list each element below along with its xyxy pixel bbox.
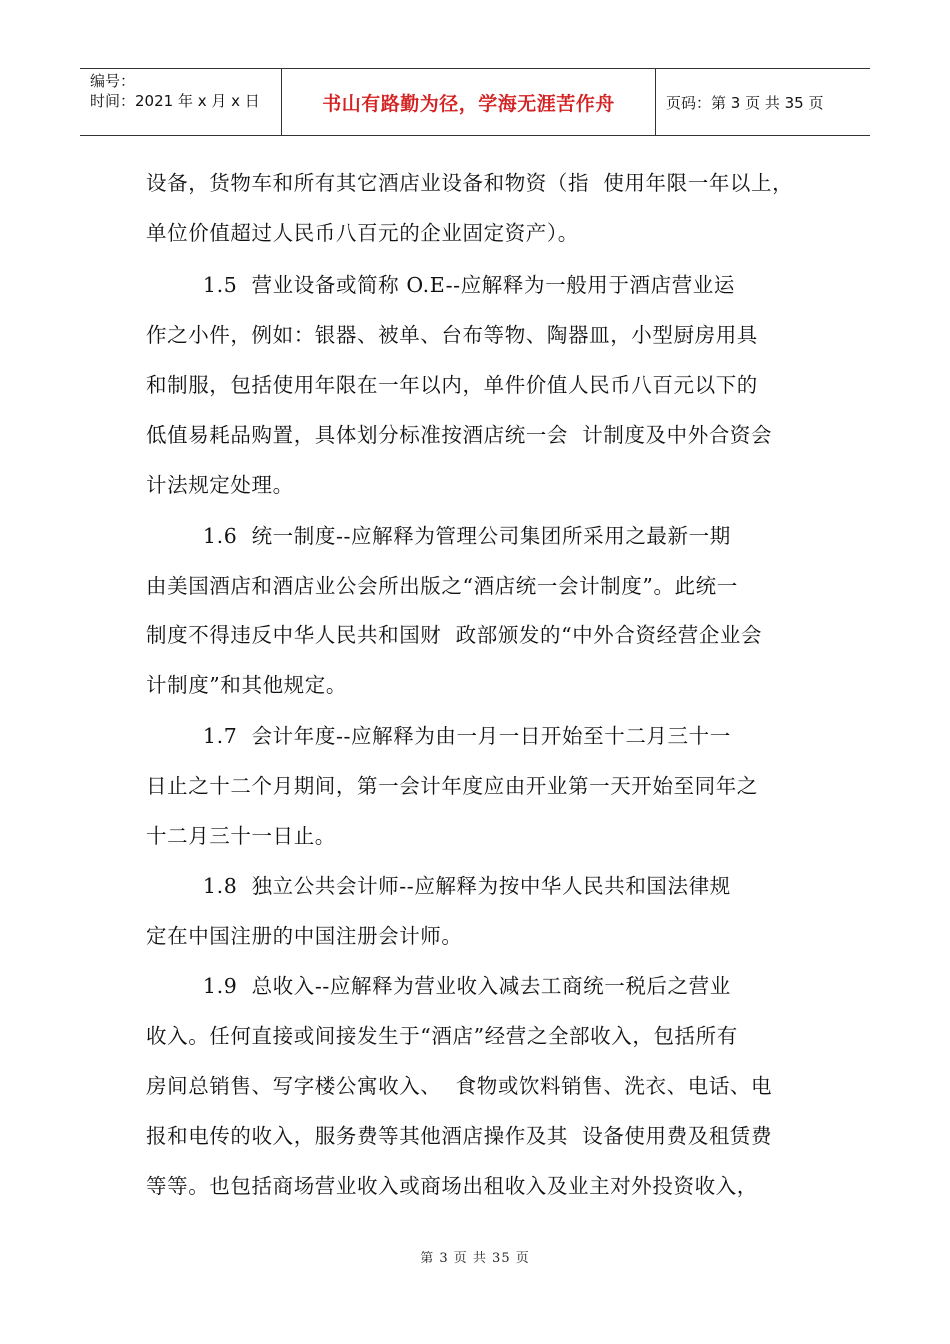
body-line: 单位价值超过人民币八百元的企业固定资产）。 xyxy=(146,221,579,245)
page-header xyxy=(80,68,870,136)
body-line: 日止之十二个月期间，第一会计年度应由开业第一天开始至同年之 xyxy=(146,774,758,798)
body-line: 1.5 营业设备或简称 O.E--应解释为一般用于酒店营业运 xyxy=(146,273,736,297)
body-line: 收入。任何直接或间接发生于“酒店”经营之全部收入，包括所有 xyxy=(146,1024,738,1048)
body-line: 计法规定处理。 xyxy=(146,473,294,497)
body-line: 1.8 独立公共会计师--应解释为按中华人民共和国法律规 xyxy=(146,874,731,898)
body-line: 1.7 会计年度--应解释为由一月一日开始至十二月三十一 xyxy=(146,724,731,748)
body-line: 十二月三十一日止。 xyxy=(146,824,336,848)
date-label: 时间：2021 年 x 月 x 日 xyxy=(90,92,260,110)
body-line: 计制度”和其他规定。 xyxy=(146,673,347,697)
body-line: 由美国酒店和酒店业公会所出版之“酒店统一会计制度”。此统一 xyxy=(146,574,738,598)
body-line: 设备，货物车和所有其它酒店业设备和物资（指 使用年限一年以上， xyxy=(146,171,794,195)
body-line: 房间总销售、写字楼公寓收入、 食物或饮料销售、洗衣、电话、电 xyxy=(146,1074,773,1098)
body-line: 1.6 统一制度--应解释为管理公司集团所采用之最新一期 xyxy=(146,524,731,548)
header-divider xyxy=(655,69,656,135)
body-line: 作之小件，例如：银器、被单、台布等物、陶器皿，小型厨房用具 xyxy=(146,323,758,347)
body-line: 制度不得违反中华人民共和国财 政部颁发的“中外合资经营企业会 xyxy=(146,623,763,647)
header-page-info: 页码：第 3 页 共 35 页 xyxy=(666,93,824,112)
number-label: 编号： xyxy=(90,72,136,90)
body-line: 和制服，包括使用年限在一年以内，单件价值人民币八百元以下的 xyxy=(146,373,758,397)
body-line: 低值易耗品购置，具体划分标准按酒店统一会 计制度及中外合资会 xyxy=(146,423,773,447)
body-line: 定在中国注册的中国注册会计师。 xyxy=(146,924,463,948)
page-footer: 第 3 页 共 35 页 xyxy=(420,1251,530,1266)
body-line: 报和电传的收入，服务费等其他酒店操作及其 设备使用费及租赁费 xyxy=(146,1124,773,1148)
header-motto: 书山有路勤为径，学海无涯苦作舟 xyxy=(322,92,615,115)
body-line: 等等。也包括商场营业收入或商场出租收入及业主对外投资收入， xyxy=(146,1174,758,1198)
body-line: 1.9 总收入--应解释为营业收入减去工商统一税后之营业 xyxy=(146,974,731,998)
header-meta xyxy=(80,69,280,135)
